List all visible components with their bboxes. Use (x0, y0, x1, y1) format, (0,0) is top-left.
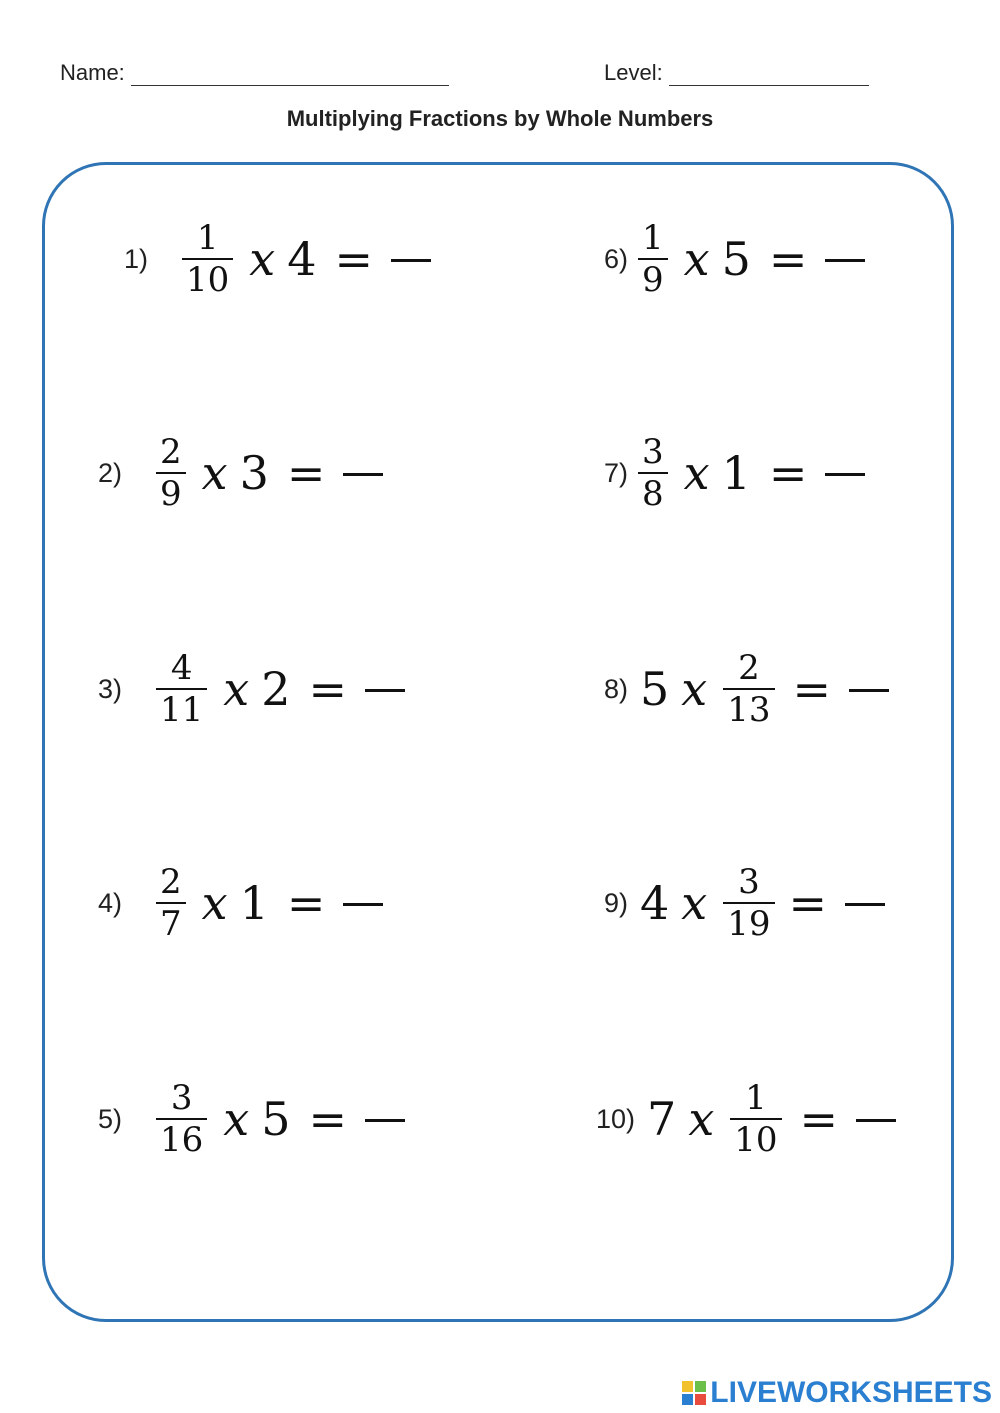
equals-sign: = (792, 662, 832, 716)
equals-sign: = (286, 876, 326, 930)
times-sign: x (681, 876, 708, 930)
fraction (156, 1078, 207, 1160)
numerator: 4 (170, 648, 193, 688)
numerator: 1 (642, 218, 664, 258)
answer-blank[interactable] (365, 1119, 405, 1122)
liveworksheets-logo[interactable] (682, 1376, 992, 1410)
whole-number: 7 (647, 1092, 677, 1146)
denominator: 11 (160, 690, 204, 730)
name-label: Name: (60, 60, 125, 85)
fraction (156, 432, 186, 514)
numerator: 3 (170, 1078, 193, 1118)
numerator: 1 (745, 1078, 767, 1118)
equals-sign: = (308, 1092, 348, 1146)
whole-number: 4 (287, 232, 317, 286)
problem-10 (596, 1078, 896, 1160)
problem-9 (604, 862, 885, 944)
times-sign: x (201, 876, 228, 930)
equals-sign: = (799, 1092, 839, 1146)
whole-number: 1 (239, 876, 269, 930)
answer-blank[interactable] (343, 903, 383, 906)
whole-number: 5 (721, 232, 751, 286)
denominator: 8 (642, 474, 664, 514)
problem-6 (604, 218, 865, 300)
problem-number: 3) (98, 673, 123, 704)
numerator: 2 (160, 862, 182, 902)
problem-8 (604, 648, 889, 730)
level-label: Level: (604, 60, 663, 85)
times-sign: x (688, 1092, 715, 1146)
answer-blank[interactable] (343, 473, 383, 476)
fraction (638, 218, 668, 300)
fraction (730, 1078, 781, 1160)
answer-blank[interactable] (849, 689, 889, 692)
answer-blank[interactable] (391, 259, 431, 262)
level-field[interactable] (604, 60, 869, 86)
problem-5 (98, 1078, 405, 1160)
problem-number: 4) (98, 887, 123, 918)
fraction (182, 218, 233, 300)
whole-number: 3 (239, 446, 269, 500)
fraction (156, 648, 207, 730)
equals-sign: = (308, 662, 348, 716)
times-sign: x (683, 232, 710, 286)
problem-number: 9) (604, 887, 629, 918)
problem-number: 7) (604, 457, 629, 488)
times-sign: x (683, 446, 710, 500)
answer-blank[interactable] (825, 473, 865, 476)
logo-text: LIVEWORKSHEETS (710, 1376, 992, 1409)
problem-3 (98, 648, 405, 730)
numerator: 3 (738, 862, 760, 902)
problem-number: 8) (604, 673, 629, 704)
times-sign: x (223, 1092, 250, 1146)
answer-blank[interactable] (825, 259, 865, 262)
whole-number: 4 (640, 876, 670, 930)
equals-sign: = (768, 446, 808, 500)
fraction (156, 862, 186, 944)
level-blank-line[interactable] (669, 63, 869, 86)
denominator: 10 (186, 260, 230, 300)
denominator: 9 (642, 260, 664, 300)
fraction (723, 648, 774, 730)
problem-number: 10) (596, 1103, 636, 1134)
worksheet-title: Multiplying Fractions by Whole Numbers (286, 106, 714, 131)
denominator: 7 (160, 904, 182, 944)
denominator: 10 (734, 1120, 778, 1160)
logo-grid-icon (682, 1381, 706, 1405)
answer-blank[interactable] (856, 1119, 896, 1122)
fraction (638, 432, 668, 514)
problem-4 (98, 862, 383, 944)
whole-number: 2 (261, 662, 291, 716)
equals-sign: = (334, 232, 374, 286)
denominator: 9 (160, 474, 182, 514)
problem-number: 2) (98, 457, 123, 488)
times-sign: x (249, 232, 276, 286)
equals-sign: = (286, 446, 326, 500)
problem-number: 5) (98, 1103, 123, 1134)
problem-number: 1) (124, 243, 149, 274)
logo-square-blue (682, 1394, 693, 1405)
numerator: 1 (196, 218, 219, 258)
times-sign: x (681, 662, 708, 716)
times-sign: x (201, 446, 228, 500)
problem-number: 6) (604, 243, 629, 274)
logo-square-red (695, 1394, 706, 1405)
equals-sign: = (768, 232, 808, 286)
times-sign: x (223, 662, 250, 716)
answer-blank[interactable] (845, 903, 885, 906)
name-blank-line[interactable] (131, 63, 449, 86)
fraction (723, 862, 774, 944)
answer-blank[interactable] (365, 689, 405, 692)
problem-7 (604, 432, 865, 514)
numerator: 3 (642, 432, 664, 472)
logo-square-yellow (682, 1381, 693, 1392)
numerator: 2 (160, 432, 182, 472)
denominator: 13 (727, 690, 771, 730)
denominator: 19 (727, 904, 771, 944)
denominator: 16 (160, 1120, 204, 1160)
whole-number: 5 (640, 662, 670, 716)
problem-2 (98, 432, 383, 514)
problem-1 (124, 218, 431, 300)
whole-number: 1 (721, 446, 751, 500)
whole-number: 5 (261, 1092, 291, 1146)
name-field[interactable] (60, 60, 449, 86)
logo-square-green (695, 1381, 706, 1392)
equals-sign: = (788, 876, 828, 930)
numerator: 2 (738, 648, 760, 688)
